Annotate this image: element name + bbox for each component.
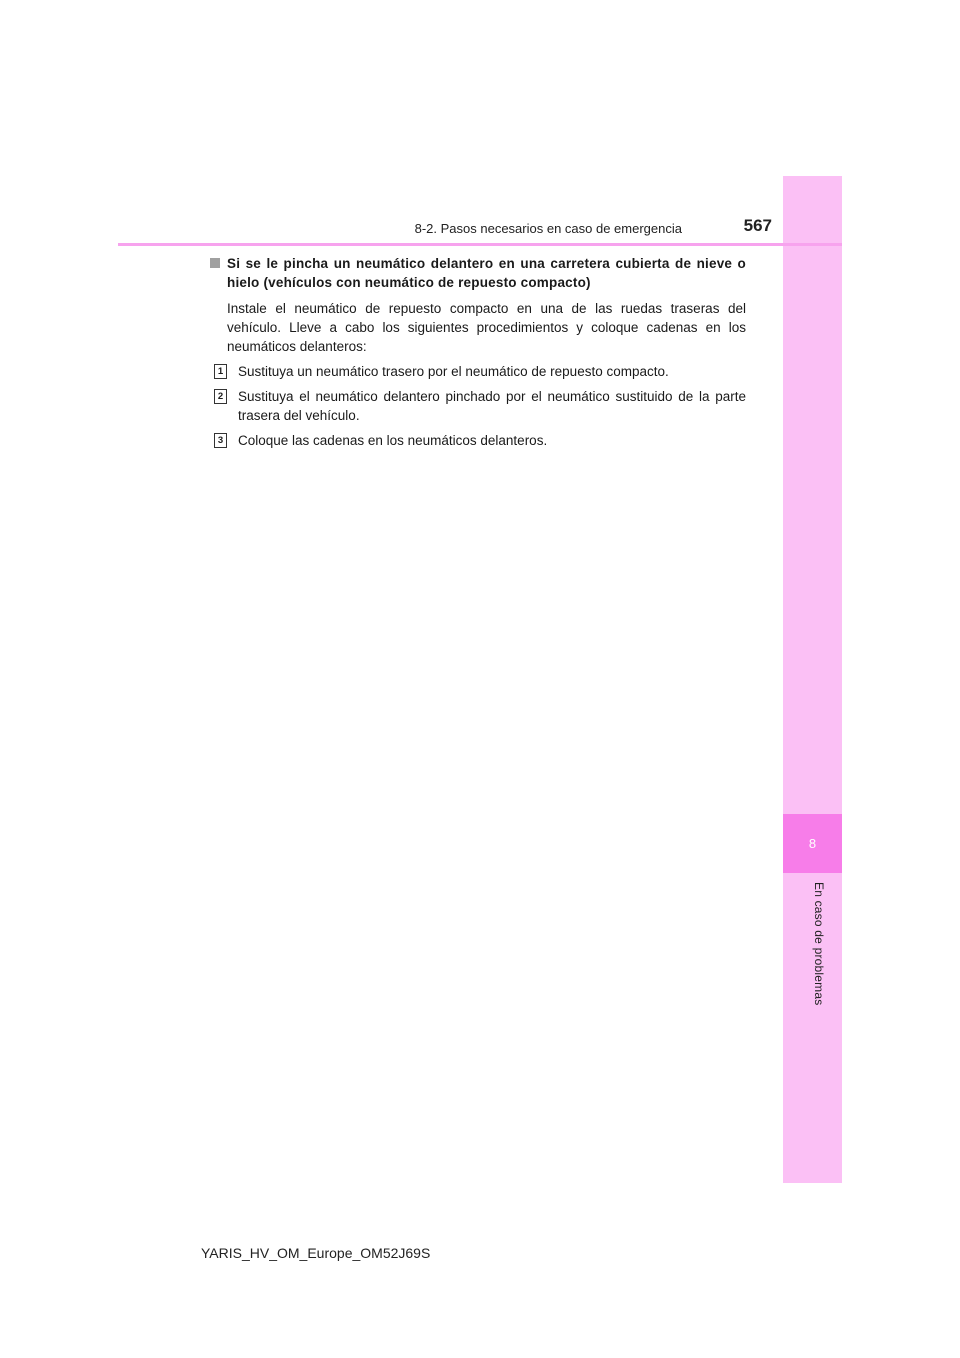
heading-text: Si se le pincha un neumático delantero en una carretera cubierta de nieve o hielo (vehículos con neumático de repuesto compacto) xyxy=(227,256,746,290)
step-text: Sustituya un neumático trasero por el neumático de repuesto compacto. xyxy=(238,364,669,379)
step-text: Coloque las cadenas en los neumáticos delanteros. xyxy=(238,433,548,448)
step-number-badge: 3 xyxy=(214,433,227,448)
section-title: 8-2. Pasos necesarios en caso de emergencia xyxy=(414,221,682,236)
steps-list xyxy=(210,362,746,450)
intro-paragraph: Instale el neumático de repuesto compacto en una de las ruedas traseras del vehículo. Lleve a cabo los siguientes procedimientos y coloque cadenas en los neumáticos delanteros: xyxy=(227,301,746,354)
chapter-number-tab xyxy=(783,814,842,873)
document-id: YARIS_HV_OM_Europe_OM52J69S xyxy=(201,1245,431,1261)
step-item xyxy=(210,387,746,425)
header-divider xyxy=(118,243,842,246)
chapter-label: En caso de problemas xyxy=(812,882,826,1006)
chapter-number: 8 xyxy=(808,836,817,851)
page-number: 567 xyxy=(743,216,772,235)
step-number-badge: 2 xyxy=(214,389,227,404)
chapter-side-tab xyxy=(783,176,842,1183)
step-item xyxy=(210,362,746,381)
step-number-badge: 1 xyxy=(214,364,227,379)
page-content xyxy=(210,254,746,450)
step-item xyxy=(210,431,746,450)
square-bullet-icon xyxy=(210,258,220,268)
step-text: Sustituya el neumático delantero pinchado por el neumático sustituido de la parte trasera del vehículo. xyxy=(238,389,746,423)
subsection-heading xyxy=(210,254,746,292)
